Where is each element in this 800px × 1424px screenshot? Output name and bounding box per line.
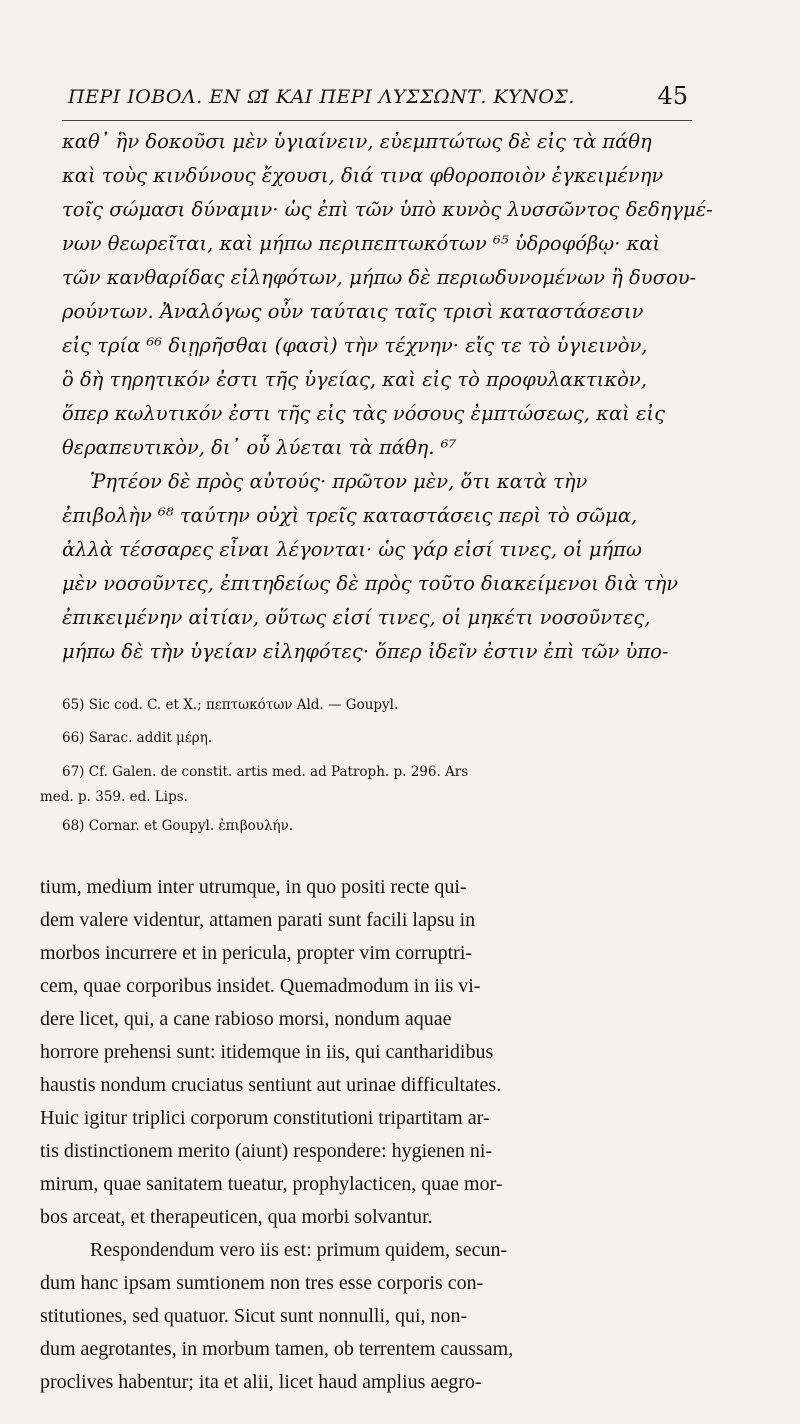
latin-line: morbos incurrere et in pericula, propter vim corruptri- xyxy=(40,942,473,964)
running-head: ΠΕΡΙ ΙΟΒΟΛ. ΕΝ Ω͂Ι ΚΑΙ ΠΕΡΙ ΛΥΣΣΩΝΤ. ΚΥΝΟΣ. xyxy=(68,86,575,108)
greek-line: καὶ τοὺς κινδύνους ἔχουσι, διά τινα φθοροποιὸν ἐγκειμένην xyxy=(62,164,664,187)
latin-line: mirum, quae sanitatem tueatur, prophylacticen, quae mor- xyxy=(40,1173,503,1195)
footnote: 67) Cf. Galen. de constit. artis med. ad Patroph. p. 296. Ars xyxy=(62,764,469,780)
latin-line: cem, quae corporibus insidet. Quemadmodum in iis vi- xyxy=(40,975,481,997)
latin-line: proclives habentur; ita et alii, licet haud amplius aegro- xyxy=(40,1371,482,1393)
greek-line: τοῖς σώμασι δύναμιν· ὡς ἐπὶ τῶν ὑπὸ κυνὸς λυσσῶντος δεδηγμέ- xyxy=(62,198,713,221)
latin-line: stitutiones, sed quatuor. Sicut sunt nonnulli, qui, non- xyxy=(40,1305,468,1327)
footnote: 65) Sic cod. C. et X.; πεπτωκότων Ald. — Goupyl. xyxy=(62,697,399,713)
greek-line: ὅπερ κωλυτικόν ἐστι τῆς εἰς τὰς νόσους ἐμπτώσεως, καὶ εἰς xyxy=(62,402,665,425)
greek-line: ἐπιβολὴν ⁶⁸ ταύτην οὐχὶ τρεῖς καταστάσεις περὶ τὸ σῶμα, xyxy=(62,504,638,527)
greek-line: ἀλλὰ τέσσαρες εἶναι λέγονται· ὡς γάρ εἰσί τινες, οἱ μήπω xyxy=(62,538,642,561)
page-number: 45 xyxy=(657,82,688,110)
greek-line: ὃ δὴ τηρητικόν ἐστι τῆς ὑγείας, καὶ εἰς τὸ προφυλακτικὸν, xyxy=(62,368,647,391)
latin-line: tium, medium inter utrumque, in quo positi recte qui- xyxy=(40,876,467,898)
footnote: 66) Sarac. addit μέρη. xyxy=(62,730,213,746)
greek-line: νων θεωρεῖται, καὶ μήπω περιπεπτωκότων ⁶⁵ ὑδροφόβῳ· καὶ xyxy=(62,232,661,255)
greek-line: ἐπικειμένην αἰτίαν, οὕτως εἰσί τινες, οἱ μηκέτι νοσοῦντες, xyxy=(62,606,651,629)
greek-line: εἰς τρία ⁶⁶ διῃρῆσθαι (φασὶ) τὴν τέχνην· εἴς τε τὸ ὑγιεινὸν, xyxy=(62,334,648,357)
latin-line: bos arceat, et therapeuticen, qua morbi solvantur. xyxy=(40,1206,433,1228)
latin-line: dum hanc ipsam sumtionem non tres esse corporis con- xyxy=(40,1272,484,1294)
greek-line: τῶν κανθαρίδας εἰληφότων, μήπω δὲ περιωδυνομένων ἢ δυσου- xyxy=(62,266,697,289)
greek-line: ρούντων. Ἀναλόγως οὖν ταύταις ταῖς τρισὶ καταστάσεσιν xyxy=(62,300,644,323)
latin-line: dem valere videntur, attamen parati sunt facili lapsu in xyxy=(40,909,476,931)
latin-line: tis distinctionem merito (aiunt) respondere: hygienen ni- xyxy=(40,1140,493,1162)
latin-line: Huic igitur triplici corporum constitutioni tripartitam ar- xyxy=(40,1107,490,1129)
greek-line: Ῥητέον δὲ πρὸς αὐτούς· πρῶτον μὲν, ὅτι κατὰ τὴν xyxy=(90,470,588,493)
footnote: 68) Cornar. et Goupyl. ἐπιβουλήν. xyxy=(62,818,294,834)
latin-line: haustis nondum cruciatus sentiunt aut urinae difficultates. xyxy=(40,1074,502,1096)
greek-line: καθ᾽ ἣν δοκοῦσι μὲν ὑγιαίνειν, εὐεμπτώτως δὲ εἰς τὰ πάθη xyxy=(62,130,652,153)
latin-line: dere licet, qui, a cane rabioso morsi, nondum aquae xyxy=(40,1008,452,1030)
footnote-continuation: med. p. 359. ed. Lips. xyxy=(40,789,188,805)
latin-line: horrore prehensi sunt: itidemque in iis, qui cantharidibus xyxy=(40,1041,494,1063)
latin-line: dum aegrotantes, in morbum tamen, ob terrentem caussam, xyxy=(40,1338,514,1360)
greek-line: μὲν νοσοῦντες, ἐπιτηδείως δὲ πρὸς τοῦτο διακείμενοι διὰ τὴν xyxy=(62,572,679,595)
greek-line: θεραπευτικὸν, δι᾽ οὗ λύεται τὰ πάθη. ⁶⁷ xyxy=(62,436,457,459)
latin-line: Respondendum vero iis est: primum quidem, secun- xyxy=(90,1239,508,1261)
greek-line: μήπω δὲ τὴν ὑγείαν εἰληφότες· ὅπερ ἰδεῖν ἐστιν ἐπὶ τῶν ὑπο- xyxy=(62,640,669,663)
